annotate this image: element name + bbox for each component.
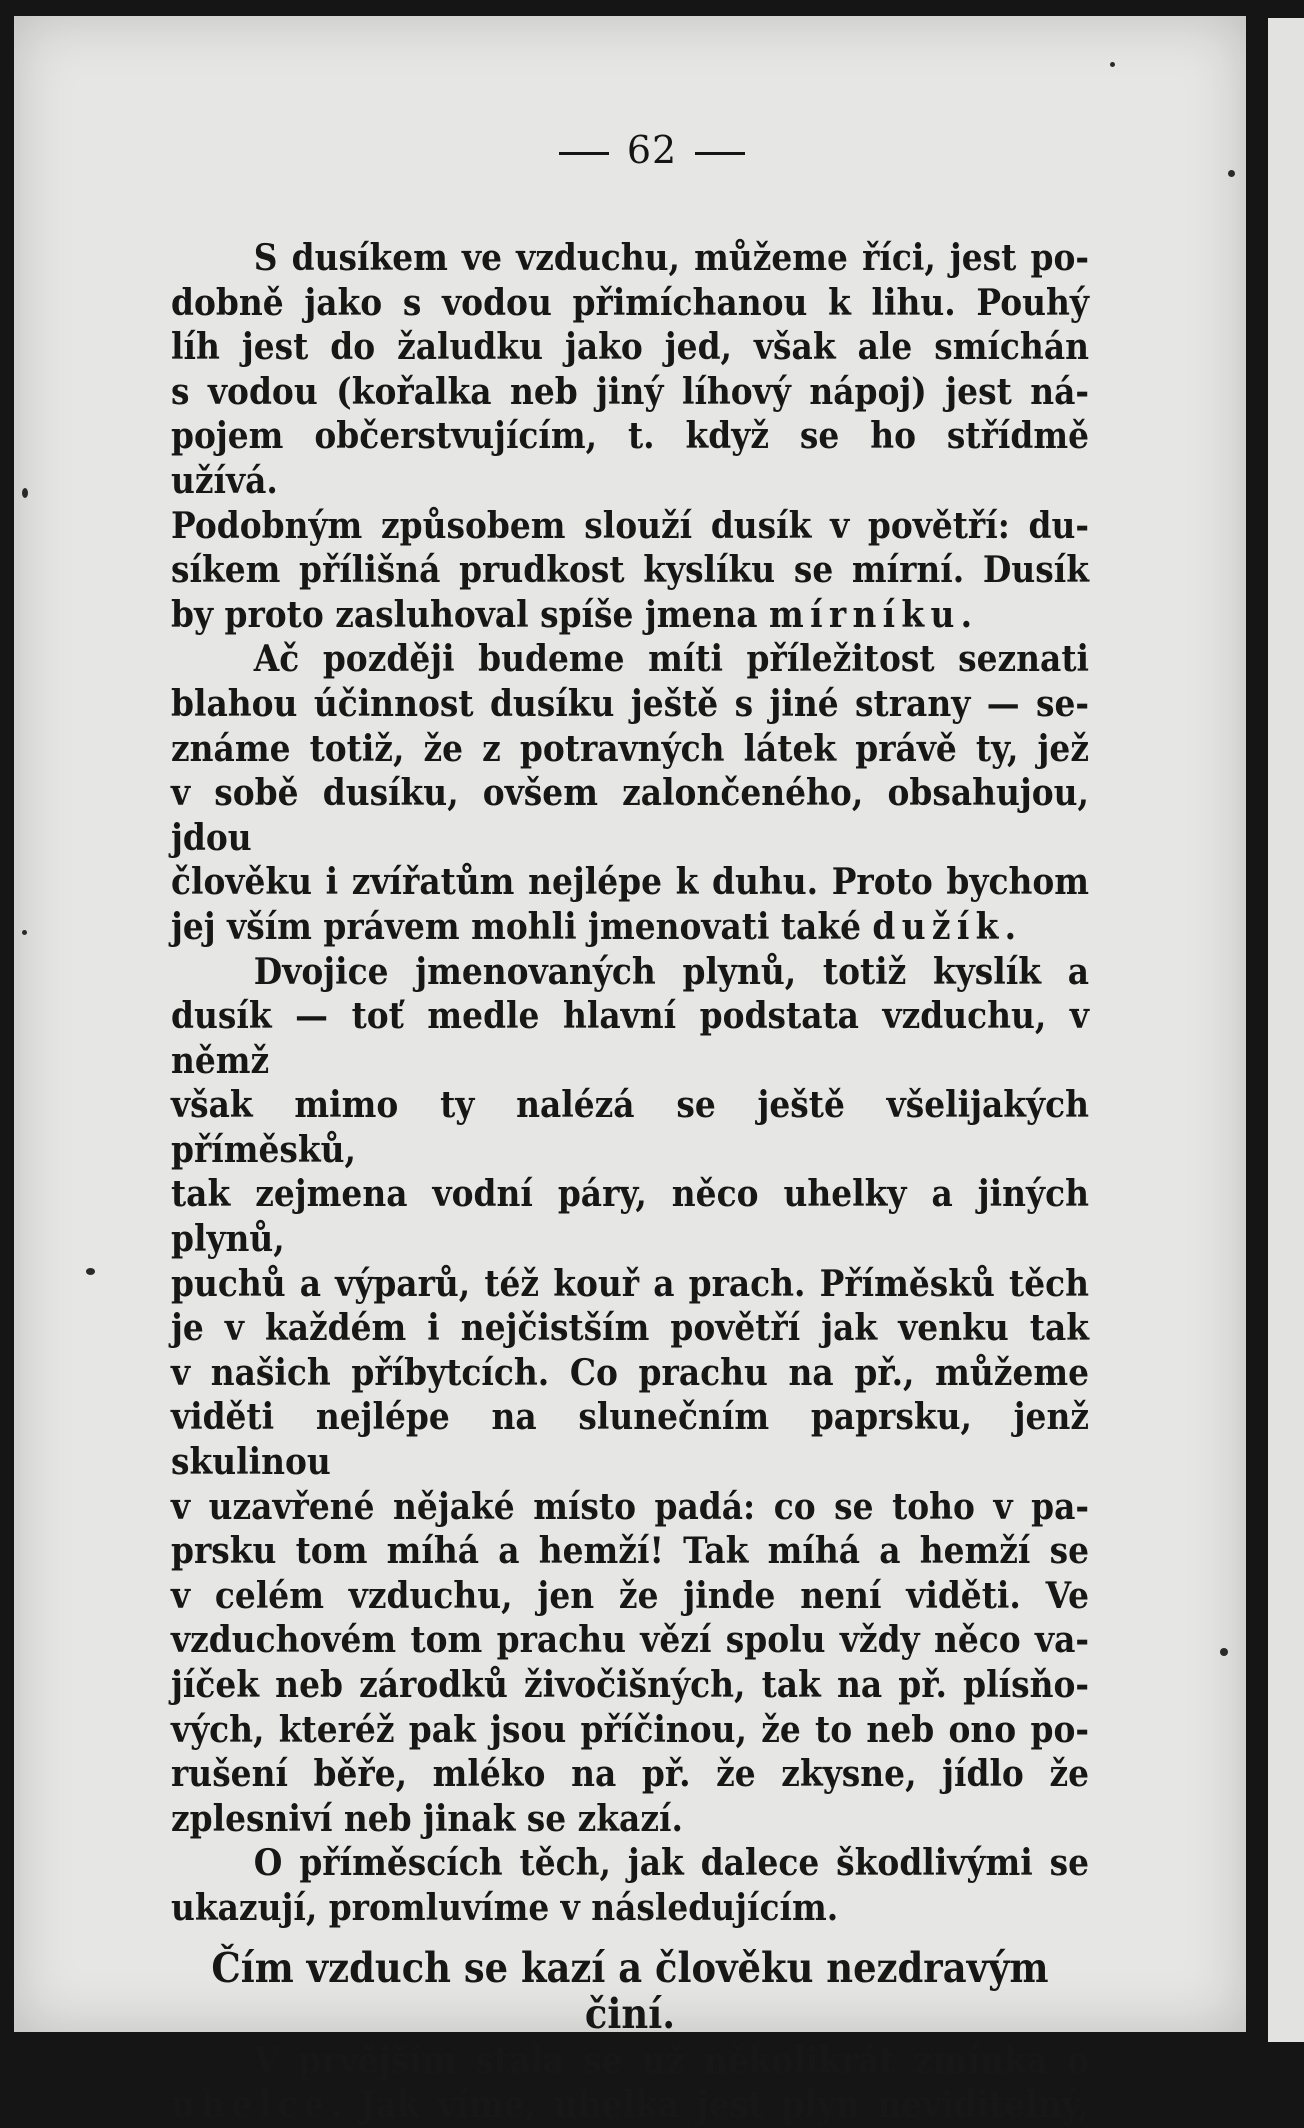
- text-run: zplesniví neb jinak se zkazí.: [171, 1796, 683, 1840]
- paragraph-nitrogen-alcohol: [171, 236, 1089, 637]
- page-number: 62: [626, 128, 678, 172]
- text-line: však mimo ty nalézá se ještě všelijakých příměsků,: [171, 1083, 1089, 1171]
- paper-speck: [1220, 1648, 1228, 1656]
- text-line: v našich příbytcích. Co prachu na př., můžeme: [171, 1350, 1089, 1394]
- text-run: jej vším právem mohli jmenovati také: [171, 904, 873, 948]
- text-line: síkem přílišná prudkost kyslíku se mírní. Dusík: [171, 548, 1089, 592]
- header-dash-left: [559, 152, 609, 155]
- page-header: [0, 128, 1304, 172]
- text-line: líh jest do žaludku jako jed, však ale smíchán: [171, 325, 1089, 369]
- paragraph-forward-reference: [171, 1841, 1089, 1930]
- text-line: viděti nejlépe na slunečním paprsku, jenž skulinou: [171, 1395, 1089, 1484]
- text-run: . Jak víme, uhelka jest plyn neviditelný,: [330, 2083, 1089, 2127]
- text-line: [171, 905, 1089, 950]
- spaced-term: uhelce: [171, 2083, 331, 2127]
- paper-speck: [22, 930, 27, 935]
- spaced-term: mírníku: [769, 592, 961, 636]
- text-line: člověku i zvířatům nejlépe k duhu. Proto bychom: [171, 860, 1089, 904]
- text-run: .: [1004, 904, 1017, 948]
- spaced-term: dužík: [872, 904, 1005, 948]
- body-text: [171, 236, 1089, 2128]
- text-run: ukazují, promluvíme v následujícím.: [171, 1885, 839, 1929]
- text-line: Ač později budeme míti příležitost seznati: [253, 637, 1089, 681]
- text-line: Podobným způsobem slouží dusík v povětří: du-: [171, 503, 1089, 547]
- text-line: prsku tom míhá a hemží! Tak míhá a hemží se: [171, 1529, 1089, 1573]
- text-line: puchů a výparů, též kouř a prach. Příměsků těch: [171, 1261, 1089, 1305]
- text-line: dusík — toť medle hlavní podstata vzduchu, v němž: [171, 994, 1089, 1082]
- paper-speck: [86, 1268, 95, 1275]
- text-line: [171, 2083, 1089, 2128]
- text-line: O příměscích těch, jak dalece škodlivými se: [253, 1841, 1089, 1885]
- text-line: Dvojice jmenovaných plynů, totiž kyslík a: [253, 949, 1089, 993]
- text-line: v celém vzduchu, jen že jinde není viděti. Ve: [171, 1573, 1089, 1617]
- text-line: známe totiž, že z potravných látek právě ty, jež: [171, 726, 1089, 770]
- text-line: v uzavřené nějaké místo padá: co se toho v pa-: [171, 1484, 1089, 1528]
- paper-speck: [1110, 62, 1115, 67]
- section-heading-line: činí.: [584, 1989, 676, 2038]
- text-line: V prvějším stala se už několikrát zmínka o: [253, 2038, 1089, 2082]
- text-line: [171, 593, 1089, 638]
- text-line: tak zejmena vodní páry, něco uhelky a jiných plynů,: [171, 1172, 1089, 1261]
- text-line: pojem občerstvujícím, t. když se ho střídmě užívá.: [171, 414, 1089, 502]
- text-line: rušení běře, mléko na př. že zkysne, jídlo že: [171, 1752, 1089, 1796]
- paper-speck: [1228, 170, 1235, 177]
- paragraph-nitrogen-food: [171, 637, 1089, 949]
- text-line: dobně jako s vodou přimíchanou k lihu. Pouhý: [171, 280, 1089, 324]
- section-heading: [171, 1945, 1089, 2037]
- text-line: [171, 1797, 1089, 1842]
- text-run: .: [960, 592, 973, 636]
- text-line: [171, 1886, 1089, 1931]
- text-line: vých, kteréž pak jsou příčinou, že to neb ono po-: [171, 1707, 1089, 1751]
- header-dash-right: [695, 152, 745, 155]
- text-line: jíček neb zárodků živočišných, tak na př. plísňo-: [171, 1663, 1089, 1706]
- paragraph-carbon-dioxide: [171, 2039, 1089, 2128]
- text-line: v sobě dusíku, ovšem zalončeného, obsahujou, jdou: [171, 771, 1089, 859]
- adjacent-page-edge: [1268, 18, 1304, 2042]
- text-line: S dusíkem ve vzduchu, můžeme říci, jest po-: [253, 236, 1089, 279]
- text-line: blahou účinnost dusíku ještě s jiné strany — se-: [171, 681, 1089, 725]
- paragraph-air-admixtures: [171, 950, 1089, 1842]
- paper-speck: [22, 488, 28, 498]
- text-run: by proto zasluhoval spíše jmena: [171, 592, 770, 636]
- text-line: s vodou (kořalka neb jiný líhový nápoj) jest ná-: [171, 369, 1089, 413]
- text-line: vzduchovém tom prachu vězí spolu vždy něco va-: [171, 1618, 1089, 1662]
- text-line: je v každém i nejčistším povětří jak venku tak: [171, 1306, 1089, 1350]
- section-heading-line: Čím vzduch se kazí a člověku nezdravým: [211, 1943, 1049, 1992]
